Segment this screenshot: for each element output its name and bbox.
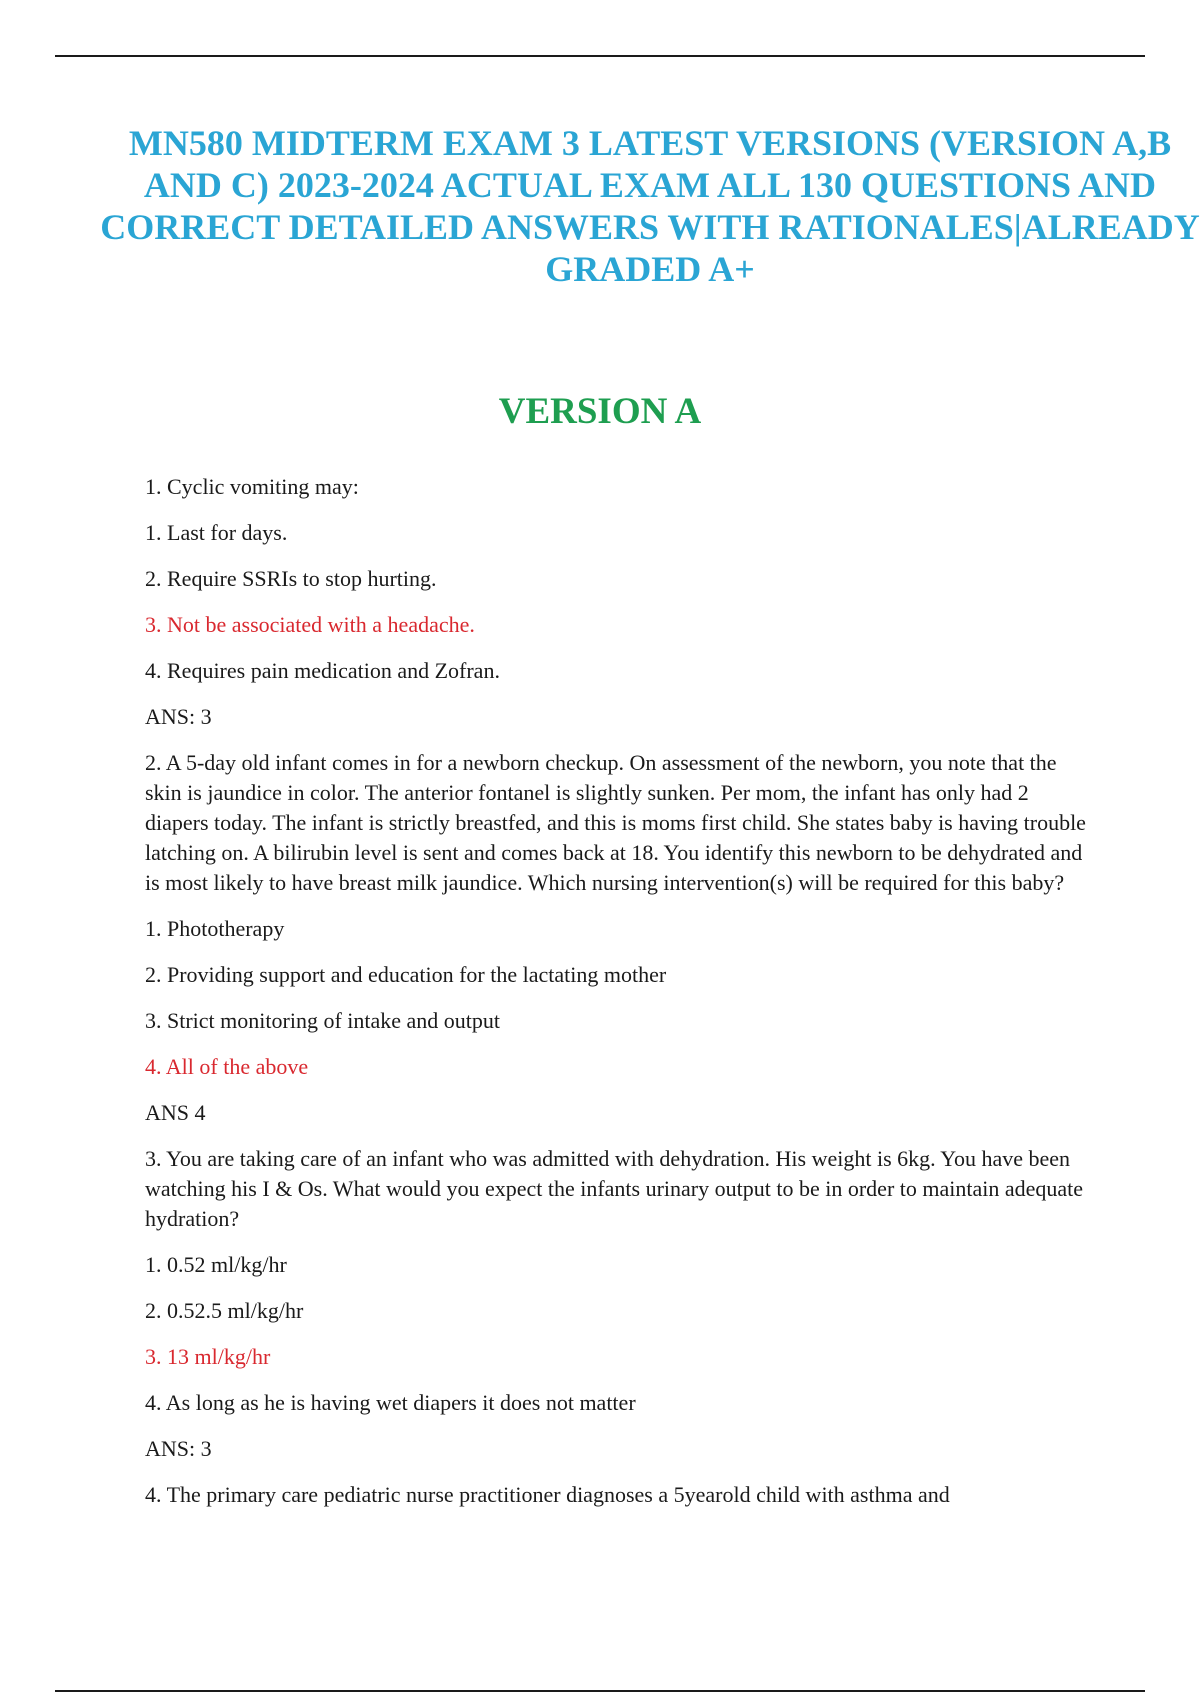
q3-option-4: 4. As long as he is having wet diapers it does not matter [145, 1390, 636, 1415]
q3-option-3-correct: 3. 13 ml/kg/hr [145, 1344, 271, 1369]
q3-option-2: 2. 0.52.5 ml/kg/hr [145, 1298, 304, 1323]
q1-option-2: 2. Require SSRIs to stop hurting. [145, 566, 437, 591]
q1-answer: ANS: 3 [145, 704, 212, 729]
title-line-4: GRADED A+ [545, 249, 755, 289]
question-3: 3. You are taking care of an infant who was admitted with dehydration. His weight is 6kg. You have been watching his I & Os. What would you expect the infants urinary output to be in order to maintain adequate hydration? [145, 1146, 1084, 1231]
title-line-1: MN580 MIDTERM EXAM 3 LATEST VERSIONS (VERSION A,B [128, 123, 1172, 163]
version-heading: VERSION A [498, 391, 702, 432]
q3-option-1: 1. 0.52 ml/kg/hr [145, 1252, 287, 1277]
q2-option-4-correct: 4. All of the above [145, 1054, 309, 1079]
bottom-rule [55, 1690, 1145, 1692]
title-line-3: CORRECT DETAILED ANSWERS WITH RATIONALES|ALREADY [100, 207, 1200, 247]
q1-option-4: 4. Requires pain medication and Zofran. [145, 658, 500, 683]
title-line-2: AND C) 2023-2024 ACTUAL EXAM ALL 130 QUESTIONS AND [143, 165, 1157, 205]
q2-answer: ANS 4 [145, 1100, 206, 1125]
q3-answer: ANS: 3 [145, 1436, 212, 1461]
document-title [100, 122, 1200, 290]
q2-option-1: 1. Phototherapy [145, 916, 285, 941]
question-2: 2. A 5-day old infant comes in for a newborn checkup. On assessment of the newborn, you note that the skin is jaundice in color. The anterior fontanel is slightly sunken. Per mom, the infant has only had 2 diapers today. The infant is strictly breastfed, and this is moms first child. She states baby is having trouble latching on. A bilirubin level is sent and comes back at 18. You identify this newborn to be dehydrated and is most likely to have breast milk jaundice. Which nursing intervention(s) will be required for this baby? [145, 750, 1086, 895]
q1-option-3-correct: 3. Not be associated with a headache. [145, 612, 475, 637]
question-4: 4. The primary care pediatric nurse practitioner diagnoses a 5yearold child with asthma and [145, 1482, 950, 1507]
question-1: 1. Cyclic vomiting may: [145, 474, 359, 499]
q2-option-3: 3. Strict monitoring of intake and output [145, 1008, 501, 1033]
q1-option-1: 1. Last for days. [145, 520, 288, 545]
q2-option-2: 2. Providing support and education for the lactating mother [145, 962, 667, 987]
document-body [145, 472, 1090, 1526]
top-rule [55, 55, 1145, 57]
